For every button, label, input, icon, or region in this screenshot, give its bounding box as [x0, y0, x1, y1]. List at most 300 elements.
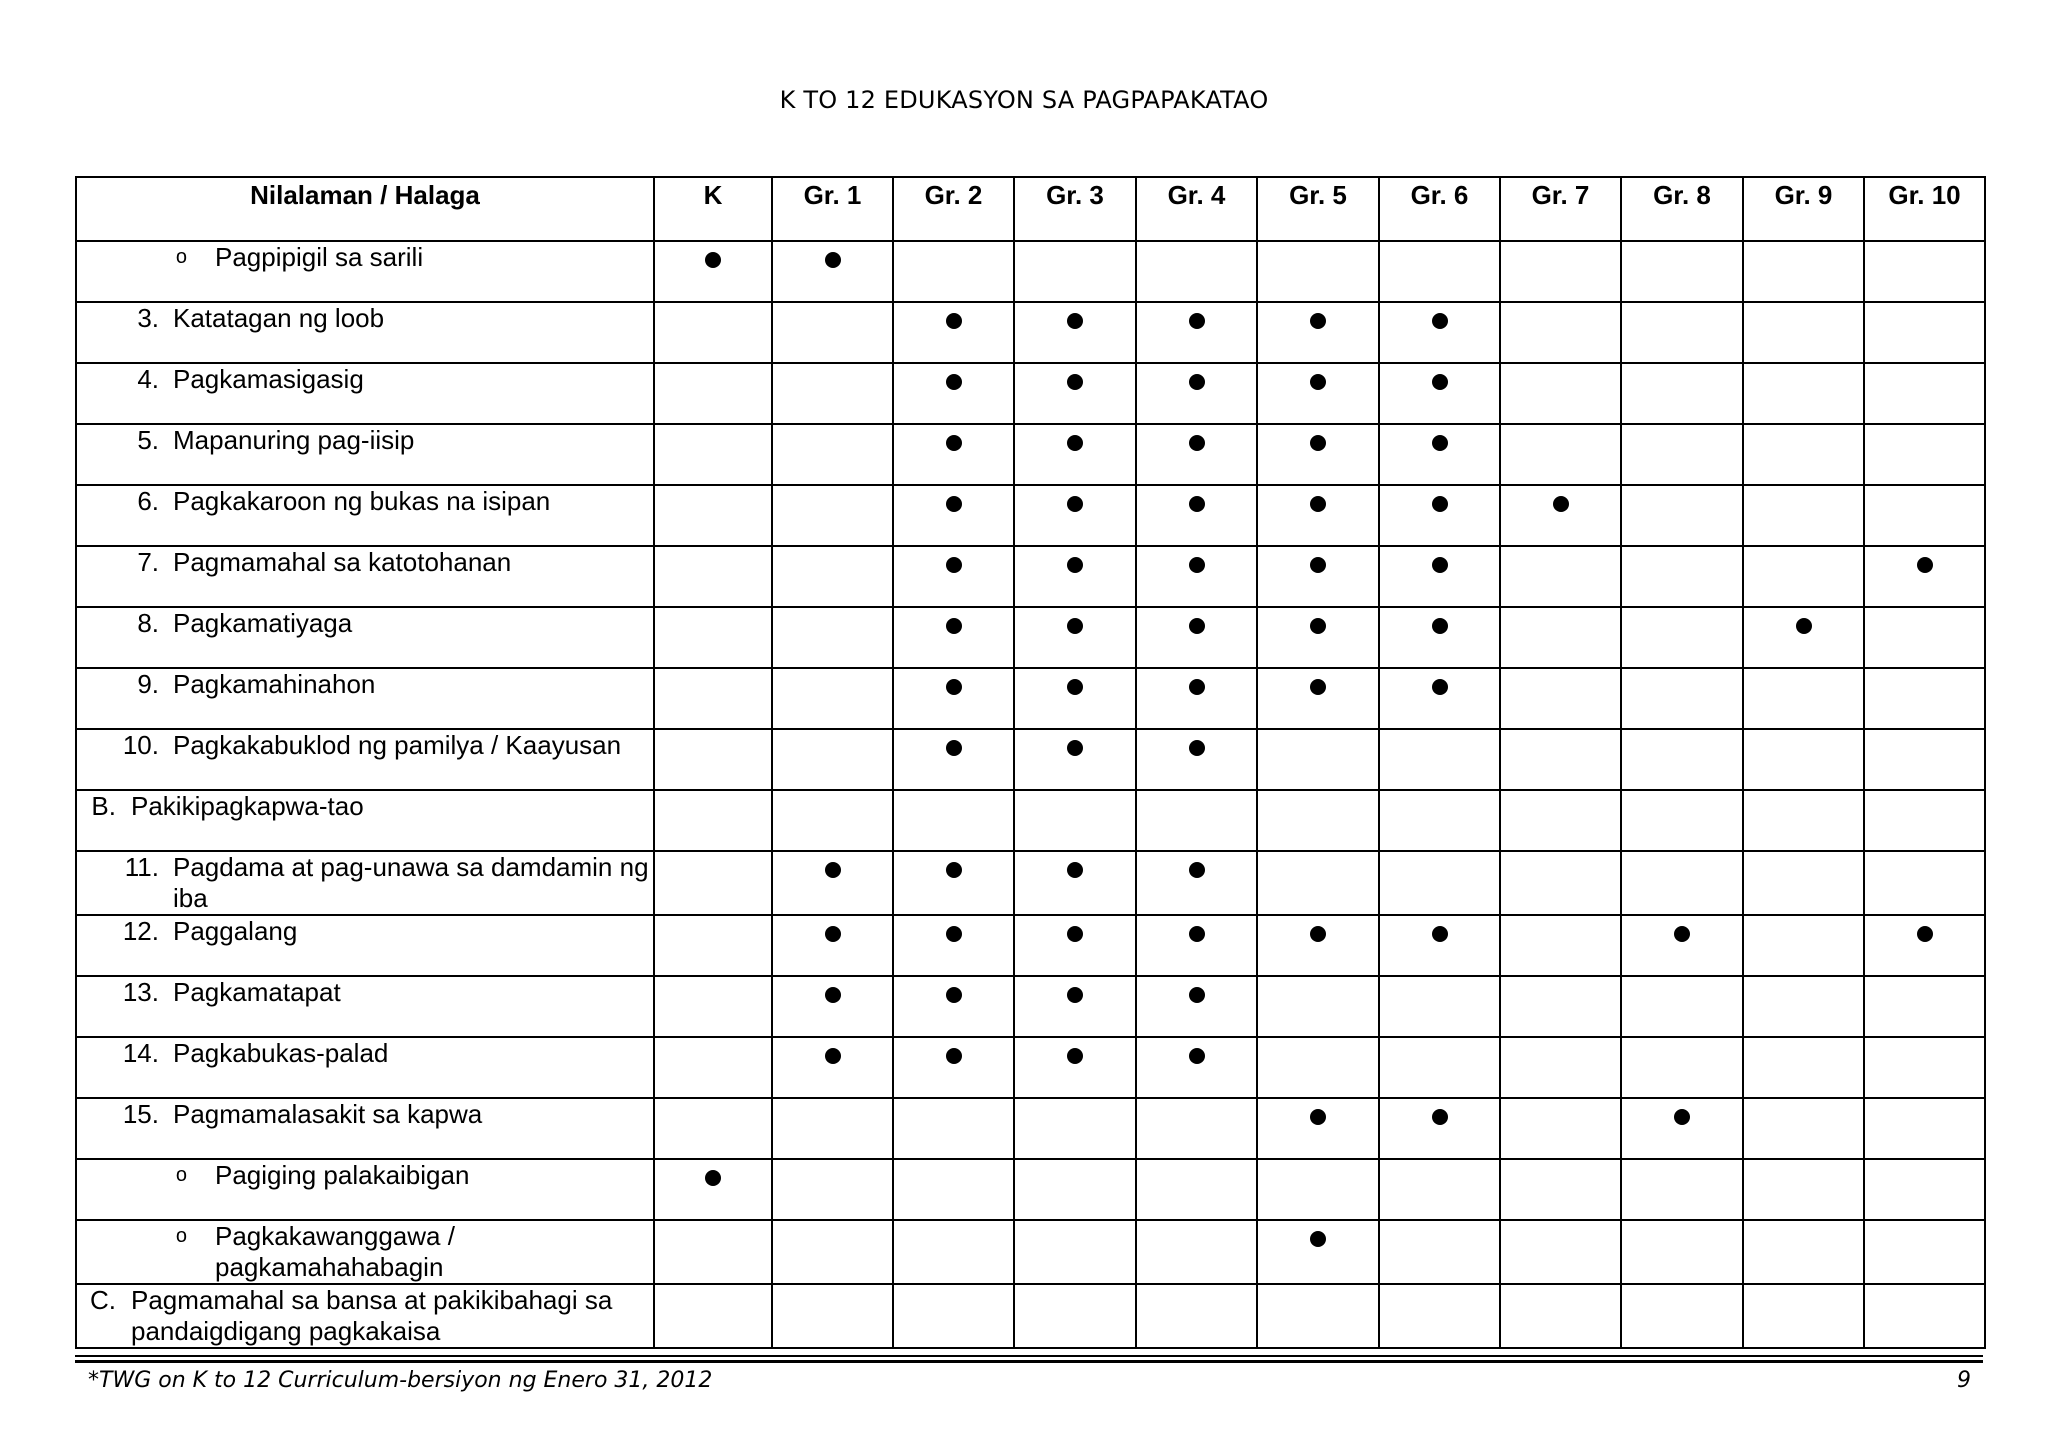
grade-cell — [772, 1037, 893, 1098]
grade-cell — [1136, 241, 1257, 302]
column-header: K — [654, 177, 772, 241]
filled-dot-icon — [1189, 557, 1205, 573]
grade-cell — [1136, 302, 1257, 363]
filled-dot-icon — [1310, 926, 1326, 942]
table-row — [76, 1098, 1985, 1159]
filled-dot-icon — [825, 1048, 841, 1064]
grade-cell — [1014, 607, 1136, 668]
grade-cell — [1743, 302, 1864, 363]
grade-cell — [1621, 790, 1743, 851]
filled-dot-icon — [1310, 618, 1326, 634]
grade-cell — [1621, 424, 1743, 485]
grade-cell — [772, 302, 893, 363]
grade-cell — [772, 790, 893, 851]
grade-cell — [1864, 302, 1985, 363]
row-label: Pagkamatiyaga — [173, 608, 353, 638]
grade-cell — [1257, 851, 1379, 915]
grade-cell — [654, 790, 772, 851]
grade-cell — [893, 241, 1014, 302]
grade-cell — [772, 668, 893, 729]
grade-cell — [1014, 668, 1136, 729]
row-label: Pagdama at pag-unawa sa damdamin ng iba — [173, 852, 649, 913]
grade-cell — [1743, 851, 1864, 915]
grade-cell — [1621, 1037, 1743, 1098]
filled-dot-icon — [1432, 679, 1448, 695]
row-label-cell — [76, 1159, 654, 1220]
filled-dot-icon — [1067, 313, 1083, 329]
grade-cell — [893, 1098, 1014, 1159]
table-row — [76, 1159, 1985, 1220]
grade-cell — [1864, 546, 1985, 607]
table-body — [76, 241, 1985, 1348]
filled-dot-icon — [1432, 557, 1448, 573]
grade-cell — [654, 1037, 772, 1098]
grade-cell — [1500, 546, 1621, 607]
grade-cell — [654, 976, 772, 1037]
grade-cell — [893, 485, 1014, 546]
grade-cell — [1136, 485, 1257, 546]
column-header: Gr. 6 — [1379, 177, 1500, 241]
filled-dot-icon — [946, 1048, 962, 1064]
bullet-marker: o — [175, 1164, 187, 1186]
item-number: 7. — [137, 547, 159, 577]
grade-cell — [1136, 976, 1257, 1037]
grade-cell — [893, 790, 1014, 851]
filled-dot-icon — [1432, 313, 1448, 329]
row-label: Mapanuring pag-iisip — [173, 425, 415, 455]
item-number: 10. — [122, 730, 159, 760]
table-row — [76, 302, 1985, 363]
filled-dot-icon — [1432, 618, 1448, 634]
grade-cell — [1014, 424, 1136, 485]
filled-dot-icon — [1067, 679, 1083, 695]
filled-dot-icon — [1189, 374, 1205, 390]
grade-cell — [1257, 976, 1379, 1037]
filled-dot-icon — [1189, 987, 1205, 1003]
column-header: Gr. 5 — [1257, 177, 1379, 241]
grade-cell — [1379, 668, 1500, 729]
grade-cell — [1743, 668, 1864, 729]
grade-cell — [1743, 729, 1864, 790]
filled-dot-icon — [1189, 496, 1205, 512]
filled-dot-icon — [946, 496, 962, 512]
grade-cell — [1136, 1159, 1257, 1220]
grade-cell — [654, 915, 772, 976]
filled-dot-icon — [1553, 496, 1569, 512]
filled-dot-icon — [946, 740, 962, 756]
grade-cell — [1621, 1098, 1743, 1159]
grade-cell — [1743, 546, 1864, 607]
row-label-cell — [76, 1098, 654, 1159]
grade-cell — [1743, 363, 1864, 424]
grade-cell — [654, 363, 772, 424]
column-header: Nilalaman / Halaga — [76, 177, 654, 241]
grade-cell — [1864, 607, 1985, 668]
column-header: Gr. 10 — [1864, 177, 1985, 241]
table-row — [76, 546, 1985, 607]
grade-cell — [654, 851, 772, 915]
row-label: Pagpipigil sa sarili — [215, 242, 424, 272]
grade-cell — [654, 668, 772, 729]
filled-dot-icon — [825, 926, 841, 942]
grade-cell — [1743, 976, 1864, 1037]
filled-dot-icon — [1189, 435, 1205, 451]
grade-cell — [1743, 1284, 1864, 1348]
grade-cell — [1014, 1098, 1136, 1159]
grade-cell — [1257, 607, 1379, 668]
grade-cell — [1864, 790, 1985, 851]
grade-cell — [1621, 363, 1743, 424]
grade-cell — [893, 1220, 1014, 1284]
filled-dot-icon — [1067, 987, 1083, 1003]
grade-cell — [1743, 1098, 1864, 1159]
grade-cell — [1379, 976, 1500, 1037]
grade-cell — [893, 546, 1014, 607]
grade-cell — [1257, 302, 1379, 363]
filled-dot-icon — [1310, 435, 1326, 451]
column-header: Gr. 9 — [1743, 177, 1864, 241]
filled-dot-icon — [825, 862, 841, 878]
grade-cell — [654, 424, 772, 485]
grade-cell — [893, 424, 1014, 485]
grade-cell — [1136, 1220, 1257, 1284]
table-row — [76, 976, 1985, 1037]
filled-dot-icon — [946, 862, 962, 878]
filled-dot-icon — [1189, 862, 1205, 878]
filled-dot-icon — [1189, 618, 1205, 634]
grade-cell — [654, 1159, 772, 1220]
footer-note: *TWG on K to 12 Curriculum-bersiyon ng Enero 31, 2012 — [88, 1368, 713, 1393]
item-number: 6. — [137, 486, 159, 516]
column-header: Gr. 2 — [893, 177, 1014, 241]
grade-cell — [1621, 851, 1743, 915]
item-number: 15. — [122, 1099, 159, 1129]
filled-dot-icon — [946, 926, 962, 942]
grade-cell — [1864, 363, 1985, 424]
filled-dot-icon — [1432, 496, 1448, 512]
grade-cell — [1136, 790, 1257, 851]
grade-cell — [1500, 1159, 1621, 1220]
grade-cell — [1136, 363, 1257, 424]
grade-cell — [1743, 241, 1864, 302]
row-label: Pagkamatapat — [173, 977, 341, 1007]
grade-cell — [1379, 1284, 1500, 1348]
grade-cell — [1014, 851, 1136, 915]
grade-cell — [1136, 668, 1257, 729]
grade-cell — [1500, 976, 1621, 1037]
row-label-cell — [76, 241, 654, 302]
filled-dot-icon — [1067, 926, 1083, 942]
grade-cell — [1379, 1098, 1500, 1159]
grade-cell — [1257, 1220, 1379, 1284]
grade-cell — [1621, 546, 1743, 607]
page-title: K TO 12 EDUKASYON SA PAGPAPAKATAO — [779, 86, 1269, 114]
grade-cell — [654, 302, 772, 363]
grade-cell — [1014, 1220, 1136, 1284]
grade-cell — [772, 1098, 893, 1159]
grade-cell — [1014, 729, 1136, 790]
row-label-cell — [76, 851, 654, 915]
grade-cell — [772, 1159, 893, 1220]
item-number: 3. — [137, 303, 159, 333]
grade-cell — [1379, 607, 1500, 668]
grade-cell — [772, 851, 893, 915]
grade-cell — [1500, 790, 1621, 851]
table-row — [76, 241, 1985, 302]
grade-cell — [1379, 424, 1500, 485]
grade-cell — [1500, 1098, 1621, 1159]
filled-dot-icon — [1310, 313, 1326, 329]
grade-cell — [1743, 607, 1864, 668]
grade-cell — [1743, 915, 1864, 976]
grade-cell — [1257, 485, 1379, 546]
grade-cell — [1379, 1037, 1500, 1098]
grade-cell — [1014, 241, 1136, 302]
row-label: Pakikipagkapwa-tao — [131, 791, 364, 821]
column-header: Gr. 3 — [1014, 177, 1136, 241]
filled-dot-icon — [946, 557, 962, 573]
row-label: Katatagan ng loob — [173, 303, 385, 333]
filled-dot-icon — [1067, 740, 1083, 756]
filled-dot-icon — [946, 435, 962, 451]
grade-cell — [1014, 302, 1136, 363]
grade-cell — [1257, 915, 1379, 976]
grade-cell — [1379, 915, 1500, 976]
grade-cell — [772, 546, 893, 607]
grade-cell — [654, 607, 772, 668]
grade-cell — [654, 546, 772, 607]
grade-cell — [1014, 485, 1136, 546]
grade-cell — [1379, 729, 1500, 790]
grade-cell — [1864, 1159, 1985, 1220]
filled-dot-icon — [1189, 679, 1205, 695]
column-header: Gr. 8 — [1621, 177, 1743, 241]
row-label: Pagkamahinahon — [173, 669, 376, 699]
grade-cell — [1379, 851, 1500, 915]
filled-dot-icon — [1432, 1109, 1448, 1125]
grade-cell — [1379, 241, 1500, 302]
grade-cell — [1864, 1284, 1985, 1348]
grade-cell — [1136, 546, 1257, 607]
row-label: Pagkakabuklod ng pamilya / Kaayusan — [173, 730, 622, 760]
grade-cell — [654, 241, 772, 302]
grade-cell — [1743, 790, 1864, 851]
row-label-cell — [76, 1220, 654, 1284]
grade-cell — [772, 729, 893, 790]
grade-cell — [1379, 546, 1500, 607]
item-number: 9. — [137, 669, 159, 699]
grade-cell — [1257, 546, 1379, 607]
grade-cell — [1500, 302, 1621, 363]
filled-dot-icon — [946, 679, 962, 695]
item-number: B. — [91, 791, 116, 821]
grade-cell — [654, 1098, 772, 1159]
grade-cell — [1743, 1220, 1864, 1284]
grade-cell — [772, 241, 893, 302]
filled-dot-icon — [1067, 618, 1083, 634]
grade-cell — [893, 729, 1014, 790]
grade-cell — [1136, 729, 1257, 790]
item-number: 14. — [122, 1038, 159, 1068]
grade-cell — [654, 1220, 772, 1284]
grade-cell — [1621, 1220, 1743, 1284]
table-row — [76, 729, 1985, 790]
grade-cell — [1257, 1037, 1379, 1098]
bullet-marker: o — [175, 246, 187, 268]
grade-cell — [1014, 976, 1136, 1037]
grade-cell — [1743, 485, 1864, 546]
row-label-cell — [76, 485, 654, 546]
filled-dot-icon — [705, 1170, 721, 1186]
grade-cell — [1257, 363, 1379, 424]
grade-cell — [1014, 790, 1136, 851]
row-label-cell — [76, 424, 654, 485]
table-row — [76, 607, 1985, 668]
grade-cell — [772, 424, 893, 485]
filled-dot-icon — [1917, 926, 1933, 942]
grade-cell — [1379, 485, 1500, 546]
grade-cell — [1500, 851, 1621, 915]
filled-dot-icon — [1189, 740, 1205, 756]
row-label: Pagkakaroon ng bukas na isipan — [173, 486, 551, 516]
grade-cell — [893, 668, 1014, 729]
grade-cell — [1621, 241, 1743, 302]
grade-cell — [1500, 1284, 1621, 1348]
filled-dot-icon — [1310, 1231, 1326, 1247]
filled-dot-icon — [1189, 1048, 1205, 1064]
grade-cell — [1257, 1098, 1379, 1159]
grade-cell — [1621, 1159, 1743, 1220]
filled-dot-icon — [1796, 618, 1812, 634]
grade-cell — [772, 607, 893, 668]
grade-cell — [1014, 1159, 1136, 1220]
item-number: 4. — [137, 364, 159, 394]
filled-dot-icon — [1310, 679, 1326, 695]
grade-cell — [893, 363, 1014, 424]
table-row — [76, 363, 1985, 424]
filled-dot-icon — [1674, 926, 1690, 942]
grade-cell — [893, 1159, 1014, 1220]
grade-cell — [1379, 1159, 1500, 1220]
row-label-cell — [76, 976, 654, 1037]
filled-dot-icon — [825, 252, 841, 268]
grade-cell — [1379, 363, 1500, 424]
item-number: C. — [90, 1285, 116, 1315]
filled-dot-icon — [1917, 557, 1933, 573]
grade-cell — [1621, 729, 1743, 790]
grade-cell — [1621, 976, 1743, 1037]
grade-cell — [1621, 607, 1743, 668]
grade-cell — [1379, 1220, 1500, 1284]
grade-cell — [1014, 1037, 1136, 1098]
filled-dot-icon — [1432, 374, 1448, 390]
grade-cell — [1379, 790, 1500, 851]
grade-cell — [1621, 302, 1743, 363]
filled-dot-icon — [1310, 374, 1326, 390]
row-label-cell — [76, 302, 654, 363]
grade-cell — [1136, 1098, 1257, 1159]
filled-dot-icon — [1067, 1048, 1083, 1064]
grade-cell — [1864, 485, 1985, 546]
filled-dot-icon — [1432, 435, 1448, 451]
grade-cell — [1621, 1284, 1743, 1348]
grade-cell — [893, 607, 1014, 668]
row-label: Pagiging palakaibigan — [215, 1160, 470, 1190]
grade-cell — [893, 851, 1014, 915]
filled-dot-icon — [825, 987, 841, 1003]
grade-cell — [1257, 1159, 1379, 1220]
row-label: Pagkabukas-palad — [173, 1038, 389, 1068]
grade-cell — [1864, 1037, 1985, 1098]
filled-dot-icon — [705, 252, 721, 268]
row-label: Pagkamasigasig — [173, 364, 364, 394]
grade-cell — [1136, 1284, 1257, 1348]
column-header: Gr. 1 — [772, 177, 893, 241]
grade-cell — [1864, 851, 1985, 915]
grade-cell — [1257, 668, 1379, 729]
row-label-cell — [76, 1284, 654, 1348]
table-row — [76, 915, 1985, 976]
row-label-cell — [76, 363, 654, 424]
bullet-marker: o — [175, 1225, 187, 1247]
grade-cell — [893, 976, 1014, 1037]
row-label-cell — [76, 729, 654, 790]
row-label: Pagmamahal sa katotohanan — [173, 547, 512, 577]
item-number: 12. — [122, 916, 159, 946]
table-row — [76, 851, 1985, 915]
grade-cell — [1864, 668, 1985, 729]
grade-cell — [1500, 241, 1621, 302]
grade-cell — [893, 1037, 1014, 1098]
filled-dot-icon — [1674, 1109, 1690, 1125]
page-number: 9 — [1957, 1368, 1971, 1393]
grade-cell — [1500, 424, 1621, 485]
table-row — [76, 1037, 1985, 1098]
grade-cell — [1743, 1159, 1864, 1220]
filled-dot-icon — [1189, 313, 1205, 329]
grade-cell — [1500, 607, 1621, 668]
grade-cell — [1500, 729, 1621, 790]
grade-cell — [1014, 915, 1136, 976]
grade-cell — [1743, 424, 1864, 485]
grade-cell — [1500, 485, 1621, 546]
filled-dot-icon — [946, 374, 962, 390]
footer-divider — [75, 1355, 1983, 1363]
grade-cell — [772, 976, 893, 1037]
grade-cell — [1621, 485, 1743, 546]
grade-cell — [654, 1284, 772, 1348]
row-label: Pagmamahal sa bansa at pakikibahagi sa pandaigdigang pagkakaisa — [131, 1285, 613, 1346]
grade-cell — [1864, 976, 1985, 1037]
grade-cell — [1014, 363, 1136, 424]
filled-dot-icon — [1189, 926, 1205, 942]
grade-cell — [772, 1284, 893, 1348]
filled-dot-icon — [1067, 496, 1083, 512]
grade-cell — [772, 1220, 893, 1284]
grade-cell — [1136, 915, 1257, 976]
grade-cell — [1500, 1220, 1621, 1284]
row-label: Paggalang — [173, 916, 298, 946]
grade-cell — [1864, 1098, 1985, 1159]
table-header-row — [76, 177, 1985, 241]
row-label-cell — [76, 546, 654, 607]
content-grade-table — [75, 176, 1986, 1349]
grade-cell — [1257, 790, 1379, 851]
grade-cell — [1136, 1037, 1257, 1098]
table-row — [76, 424, 1985, 485]
grade-cell — [1136, 424, 1257, 485]
filled-dot-icon — [1310, 557, 1326, 573]
